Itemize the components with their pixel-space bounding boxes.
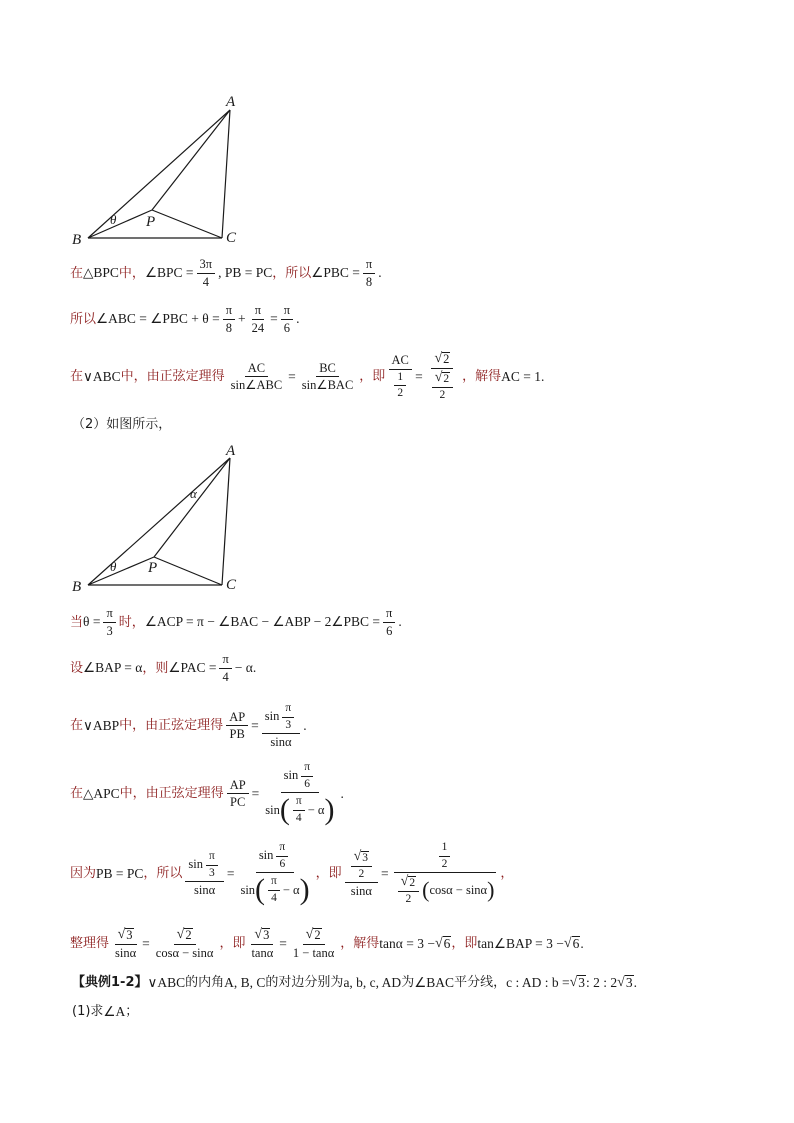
text: 时， xyxy=(118,614,145,630)
period: . xyxy=(580,936,584,952)
solution-line-5 xyxy=(70,607,750,637)
fraction: $\frac{BC}{\text{sin∠BAC}}$ xyxy=(301,360,354,393)
fraction: $\frac{\pi}{6}$ xyxy=(281,304,293,334)
fraction: $\frac{AP}{PC}$ xyxy=(227,779,249,809)
sqrt: √ 6 xyxy=(434,936,451,952)
math: ∠PAC = xyxy=(168,660,217,676)
fraction: √ 2 cosα − sinα xyxy=(155,927,214,961)
math: ∠ABC = ∠PBC + θ = xyxy=(96,311,220,327)
vertex-label-a: A xyxy=(226,94,236,110)
compound-fraction: sin $\frac{\pi}{3}$ sinα xyxy=(185,851,223,897)
period: . xyxy=(633,974,637,990)
math: = xyxy=(288,369,296,385)
sqrt: √ 3 xyxy=(569,975,586,991)
math: tanα = 3 − xyxy=(379,936,435,952)
compound-fraction: √ 2 √ 2 2 xyxy=(426,352,459,402)
text: 平分线， xyxy=(454,975,507,991)
solution-line-6 xyxy=(70,653,750,683)
text: 中，由正弦定理得 xyxy=(119,786,224,801)
text: ； xyxy=(125,1004,139,1020)
solution-line-10 xyxy=(70,928,750,960)
period: . xyxy=(252,660,257,676)
period: . xyxy=(378,265,382,281)
segment-ac xyxy=(222,458,230,585)
vertex-label-b: B xyxy=(72,232,82,248)
question-1-line xyxy=(72,1005,752,1019)
text: ，则 xyxy=(142,660,169,676)
text: 的内角 xyxy=(185,975,225,991)
solution-line-1 xyxy=(70,258,750,288)
triangle-figure-2 xyxy=(70,440,270,600)
fraction: √ 3 sinα xyxy=(115,927,137,961)
fraction: √ 2 1 − tanα xyxy=(292,927,335,961)
math: = xyxy=(270,311,278,327)
text: （2）如图所示， xyxy=(72,417,172,432)
math: ∠BPC = xyxy=(144,265,194,281)
period: . xyxy=(303,718,307,733)
math: θ = xyxy=(83,614,101,630)
solution-line-3 xyxy=(70,352,750,402)
fraction: √ 3 tanα xyxy=(251,927,274,961)
math: ∠ACP = π − ∠BAC − ∠ABP − 2∠PBC = xyxy=(144,614,381,630)
sqrt: √ 3 xyxy=(617,975,633,991)
fraction: $\frac{\pi}{6}$ xyxy=(383,607,395,637)
segment-pa xyxy=(152,110,230,210)
math: ∠PBC = xyxy=(311,265,360,281)
math: = xyxy=(251,718,259,733)
math: − α xyxy=(234,660,253,676)
angle-label-alpha: α xyxy=(190,486,197,501)
compound-fraction: $\frac{1}{2}$ √ 2 2 ( cosα − sinα ) xyxy=(392,842,498,906)
math: AC = 1 xyxy=(501,369,542,385)
math: = xyxy=(415,369,423,385)
text: ，解得 xyxy=(340,936,380,952)
triangle-figure-1 xyxy=(70,92,270,252)
math: = xyxy=(251,785,260,801)
text: 中， xyxy=(118,265,145,281)
text: 在 xyxy=(70,718,84,734)
text: 设 xyxy=(70,660,84,676)
math: tan∠BAP = 3 − xyxy=(477,936,564,952)
angle-label-theta: θ xyxy=(110,212,117,227)
math: c : AD : b = xyxy=(506,974,570,990)
fraction: $\frac{\pi}{8}$ xyxy=(223,304,235,334)
math: a, b, c, AD xyxy=(343,974,402,990)
compound-fraction: sin $\frac{\pi}{6}$ sin ( $\frac{\pi}{4}$ − α ) xyxy=(240,841,310,907)
fraction: $\frac{\pi}{3}$ xyxy=(103,607,115,637)
vertex-label-c: C xyxy=(226,230,237,246)
vertex-label-p: P xyxy=(146,214,156,230)
math: = xyxy=(381,866,389,881)
vertex-label-p: P xyxy=(148,560,158,576)
text: 为 xyxy=(401,975,415,991)
math: = xyxy=(226,866,235,881)
sqrt: √ 6 xyxy=(563,936,580,952)
fraction: $\frac{AC}{\text{sin∠ABC}}$ xyxy=(230,360,283,393)
text: 在 xyxy=(70,369,84,385)
triangle-figure-2-svg xyxy=(70,440,270,600)
math: PB = PC xyxy=(96,866,144,881)
solution-line-9 xyxy=(70,842,750,906)
triangle-figure-1-svg xyxy=(70,92,270,252)
segment-bp xyxy=(88,210,152,238)
segment-bp xyxy=(88,557,154,585)
segment-ac xyxy=(222,110,230,238)
math: ∨ABP xyxy=(83,718,120,733)
compound-fraction: sin $\frac{\pi}{3}$ sinα xyxy=(262,703,300,749)
text: (1)求 xyxy=(72,1004,104,1020)
compound-fraction: $\frac{AC}{\frac{1}{2}}$ xyxy=(388,354,412,400)
math: △BPC xyxy=(83,265,119,281)
text: ，所以 xyxy=(272,265,312,281)
math: A, B, C xyxy=(224,974,266,990)
math: + xyxy=(238,311,246,327)
segment-pa xyxy=(154,458,230,557)
math: ∨ABC xyxy=(83,369,121,385)
math: : 2 : 2 xyxy=(586,974,618,990)
angle-label-theta: θ xyxy=(110,559,117,574)
text: 整理得 xyxy=(70,936,110,952)
text: 在 xyxy=(70,265,84,281)
math: = xyxy=(142,936,150,952)
math: ∠A xyxy=(103,1004,126,1019)
text: ，即 xyxy=(359,369,386,385)
problem-statement-line xyxy=(72,975,752,990)
math: = xyxy=(279,936,287,952)
solution-line-8 xyxy=(70,762,750,825)
fraction: $\frac{\pi}{24}$ xyxy=(251,303,265,335)
example-heading: 【典例1-2】 xyxy=(72,975,148,991)
text: 中，由正弦定理得 xyxy=(119,718,224,734)
text: ，解得 xyxy=(462,369,502,385)
math: ∨ABC xyxy=(147,974,186,990)
period: . xyxy=(398,614,402,630)
period: . xyxy=(541,369,545,385)
text: ，即 xyxy=(219,936,246,952)
segment-pc xyxy=(154,557,222,585)
vertex-label-b: B xyxy=(72,579,82,595)
segment-pc xyxy=(152,210,222,238)
fraction: $\frac{\pi}{8}$ xyxy=(363,258,375,288)
math: ∠BAP = α xyxy=(83,660,143,676)
text: 因为 xyxy=(70,866,97,882)
text: 所以 xyxy=(70,311,97,327)
math: △APC xyxy=(83,785,120,801)
fraction: $\frac{\pi}{4}$ xyxy=(219,653,231,683)
text: ， xyxy=(500,866,514,882)
text: 在 xyxy=(70,786,84,801)
math: , PB = PC xyxy=(218,265,273,281)
math: ∠BAC xyxy=(414,974,455,990)
text: ，即 xyxy=(315,866,342,882)
compound-fraction: √ 3 2 sinα xyxy=(345,850,378,898)
text: 当 xyxy=(70,614,84,630)
fraction: $\frac{3\pi}{4}$ xyxy=(197,258,216,288)
vertex-label-a: A xyxy=(226,443,236,459)
solution-line-4 xyxy=(72,418,752,431)
fraction: $\frac{AP}{PB}$ xyxy=(226,711,248,741)
compound-fraction: sin $\frac{\pi}{6}$ sin ( $\frac{\pi}{4}$ − α ) xyxy=(265,761,335,826)
text: 中，由正弦定理得 xyxy=(120,369,225,385)
solution-line-7 xyxy=(70,703,750,749)
period: . xyxy=(340,785,344,801)
solution-line-2 xyxy=(70,304,750,334)
text: ，即 xyxy=(451,936,478,952)
text: 的对边分别为 xyxy=(265,975,344,991)
vertex-label-c: C xyxy=(226,577,237,593)
text: ，所以 xyxy=(143,866,183,882)
period: . xyxy=(296,311,300,327)
